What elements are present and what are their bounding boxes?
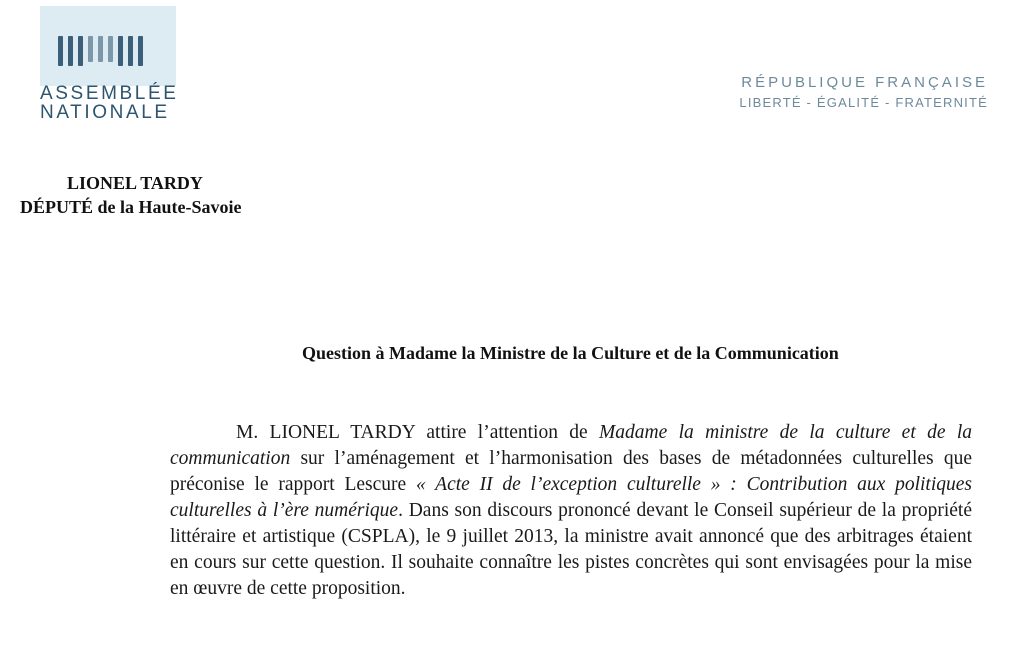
republic-title: RÉPUBLIQUE FRANÇAISE	[741, 74, 988, 91]
body-part-2: Madame la ministre de la culture et de la communication	[170, 422, 972, 469]
question-body	[170, 420, 972, 602]
republic-motto: LIBERTÉ - ÉGALITÉ - FRATERNITÉ	[739, 95, 988, 110]
logo-line-2: NATIONALE	[40, 102, 170, 123]
body-part-4: « Acte II de l’exception culturelle » : Contribution aux politiques culturelles à l’ère numérique	[170, 474, 972, 521]
author-block	[20, 171, 242, 219]
republic-header	[739, 74, 988, 110]
columns-icon	[58, 36, 143, 66]
body-part-1: M. LIONEL TARDY attire l’attention de	[236, 422, 600, 443]
author-role: DÉPUTÉ de la Haute-Savoie	[20, 197, 242, 217]
author-name: LIONEL TARDY	[67, 173, 203, 193]
body-part-5: . Dans son discours prononcé devant le Conseil supérieur de la propriété littéraire et artistique (CSPLA), le 9 juillet 2013, la ministre avait annoncé que des arbitrages étaient en cours sur cette question. Il souhaite connaître les pistes concrètes qui sont envisagées pour la mise en œuvre de cette proposition.	[170, 500, 973, 599]
body-part-3: sur l’aménagement et l’harmonisation des bases de métadonnées culturelles que préconise le rapport Lescure	[170, 448, 972, 495]
question-title: Question à Madame la Ministre de la Culture et de la Communication	[302, 343, 839, 363]
logo-line-1: ASSEMBLÉE	[40, 83, 179, 104]
assemblee-logo	[40, 6, 176, 86]
logo-text	[40, 84, 179, 122]
